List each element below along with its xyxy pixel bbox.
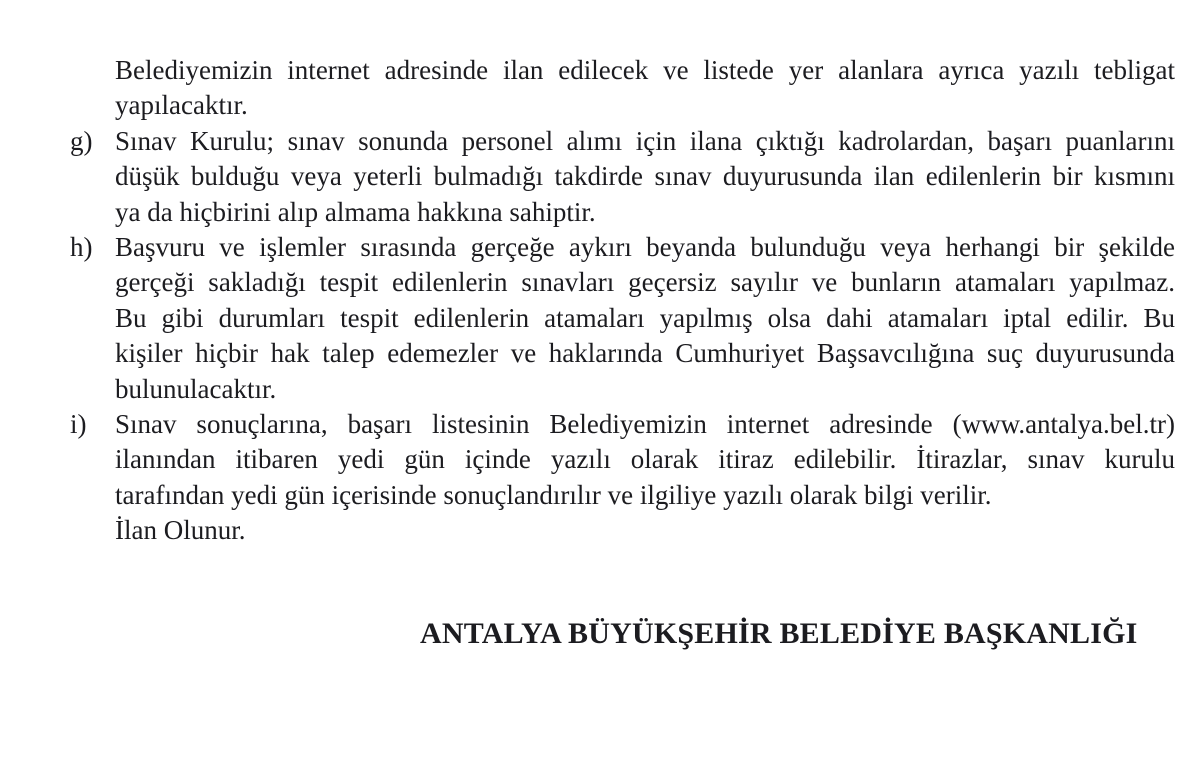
paragraph-text <box>115 230 1175 407</box>
signature-heading: ANTALYA BÜYÜKŞEHİR BELEDİYE BAŞKANLIĞI <box>420 617 1138 650</box>
paragraph-text <box>115 407 1175 513</box>
text-line: kişiler hiçbir hak talep edemezler ve haklarında Cumhuriyet Başsavcılığına suç duyurusunda <box>115 338 1175 369</box>
text-line: düşük bulduğu veya yeterli bulmadığı takdirde sınav duyurusunda ilan edilenlerin bir kısmını <box>115 161 1175 192</box>
list-item-h <box>70 230 1175 407</box>
text-line: ilanından itibaren yedi gün içinde yazılı olarak itiraz edilebilir. İtirazlar, sınav kurulu <box>115 444 1175 475</box>
text-line: ya da hiçbirini alıp almama hakkına sahiptir. <box>115 196 596 227</box>
list-item-g <box>70 124 1175 230</box>
list-marker-g: g) <box>70 125 93 156</box>
text-line: gerçeği sakladığı tespit edilenlerin sınavları geçersiz sayılır ve bunların atamaları yapılmaz. <box>115 267 1175 298</box>
text-line: İlan Olunur. <box>115 515 246 546</box>
paragraph-ilan-olunur <box>70 513 1175 548</box>
text-line: Bu gibi durumları tespit edilenlerin atamaları yapılmış olsa dahi atamaları iptal edilir. Bu <box>115 302 1175 333</box>
list-item-i <box>70 407 1175 513</box>
paragraph-text <box>115 53 1175 124</box>
text-line: Sınav sonuçlarına, başarı listesinin Belediyemizin internet adresinde (www.antalya.bel.tr) <box>115 409 1175 440</box>
text-line: Sınav Kurulu; sınav sonunda personel alımı için ilana çıktığı kadrolardan, başarı puanlarını <box>115 125 1175 156</box>
text-line: bulunulacaktır. <box>115 373 277 404</box>
paragraph-text <box>115 513 1175 548</box>
paragraph-continuation <box>70 53 1175 124</box>
list-marker-i: i) <box>70 409 87 440</box>
text-line: Başvuru ve işlemler sırasında gerçeğe aykırı beyanda bulunduğu veya herhangi bir şekilde <box>115 232 1175 263</box>
list-marker-h: h) <box>70 232 93 263</box>
paragraph-text <box>115 124 1175 230</box>
text-line: yapılacaktır. <box>115 90 248 121</box>
text-line: tarafından yedi gün içerisinde sonuçlandırılır ve ilgiliye yazılı olarak bilgi verilir. <box>115 479 992 510</box>
text-line: Belediyemizin internet adresinde ilan edilecek ve listede yer alanlara ayrıca yazılı tebligat <box>115 55 1175 85</box>
document-body <box>70 53 1175 549</box>
